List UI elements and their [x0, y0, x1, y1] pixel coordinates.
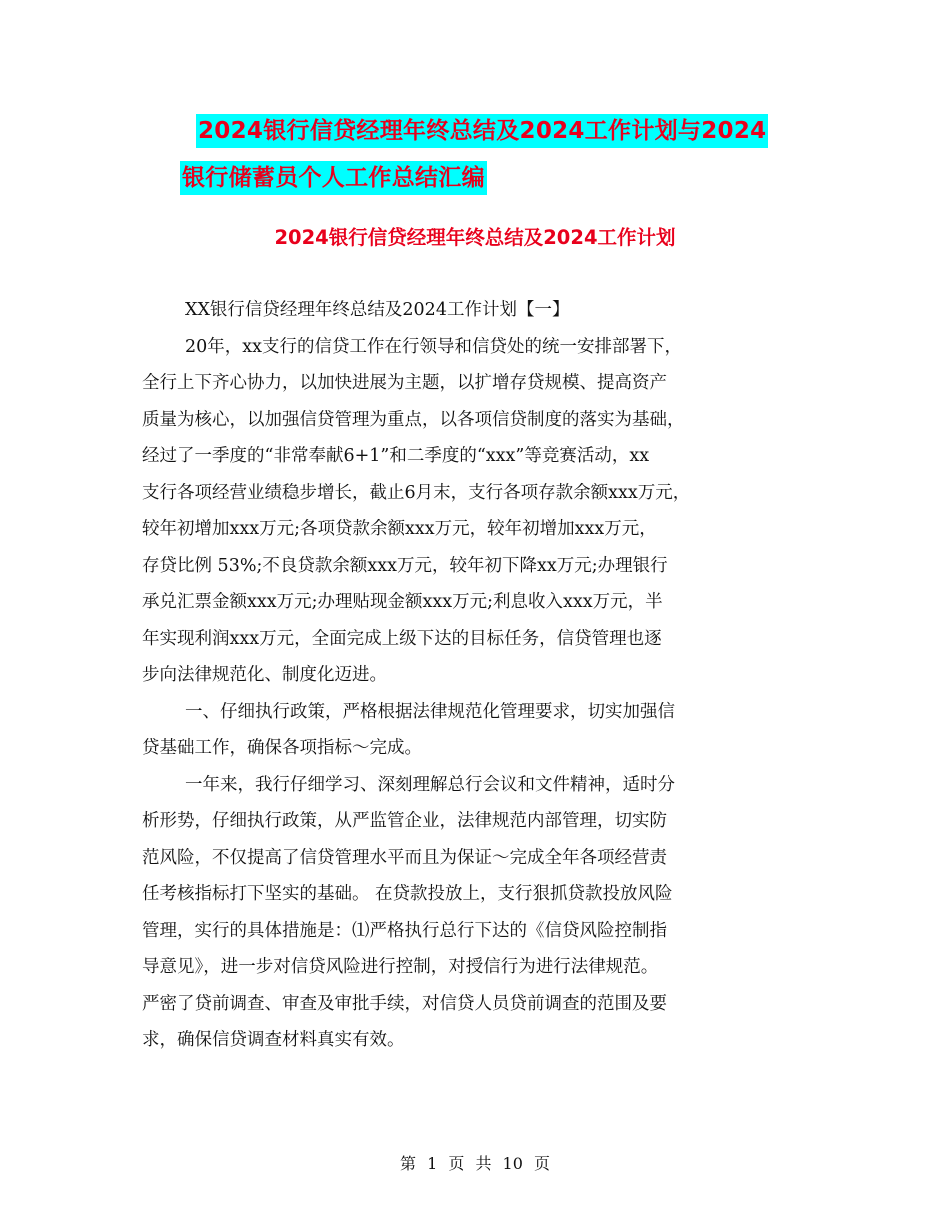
section-title: 2024银行信贷经理年终总结及2024工作计划: [274, 226, 676, 249]
paragraph-line: 承兑汇票金额xxx万元;办理贴现金额xxx万元;利息收入xxx万元，半: [142, 592, 663, 612]
paragraph-line: 质量为核心，以加强信贷管理为重点，以各项信贷制度的落实为基础，: [142, 409, 685, 430]
paragraph-line: 一、仔细执行政策，严格根据法律规范化管理要求，切实加强信: [185, 701, 675, 722]
paragraph-line: 一年来，我行仔细学习、深刻理解总行会议和文件精神，适时分: [185, 774, 675, 795]
paragraph-line: 管理，实行的具体措施是：⑴严格执行总行下达的《信贷风险控制指: [142, 920, 667, 941]
paragraph-line: 支行各项经营业绩稳步增长，截止6月末，支行各项存款余额xxx万元，: [142, 482, 691, 503]
main-title-line-2: 银行储蓄员个人工作总结汇编: [180, 161, 487, 195]
paragraph-line: XX银行信贷经理年终总结及2024工作计划【一】: [185, 300, 570, 320]
paragraph-line: 任考核指标打下坚实的基础。 在贷款投放上，支行狠抓贷款投放风险: [142, 884, 673, 904]
paragraph-line: 范风险，不仅提高了信贷管理水平而且为保证～完成全年各项经营责: [142, 847, 667, 868]
page-footer: 第 1 页 共 10 页: [400, 1154, 550, 1173]
paragraph-line: 20年，xx支行的信贷工作在行领导和信贷处的统一安排部署下，: [185, 336, 683, 357]
paragraph-line: 导意见》，进一步对信贷风险进行控制，对授信行为进行法律规范。: [142, 957, 659, 977]
paragraph-line: 经过了一季度的“非常奉献6+1”和二季度的“xxx”等竞赛活动，xx: [142, 446, 650, 466]
paragraph-line: 步向法律规范化、制度化迈进。: [142, 665, 387, 685]
paragraph-line: 求，确保信贷调查材料真实有效。: [142, 1030, 405, 1050]
paragraph-line: 年实现利润xxx万元，全面完成上级下达的目标任务，信贷管理也逐: [142, 628, 662, 649]
paragraph-line: 析形势，仔细执行政策，从严监管企业，法律规范内部管理，切实防: [142, 811, 667, 831]
paragraph-line: 存贷比例 53%;不良贷款余额xxx万元，较年初下降xx万元;办理银行: [142, 555, 668, 576]
paragraph-line: 全行上下齐心协力，以加快进展为主题，以扩增存贷规模、提高资产: [142, 373, 667, 393]
paragraph-line: 贷基础工作，确保各项指标～完成。: [142, 738, 422, 758]
main-title-line-1: 2024银行信贷经理年终总结及2024工作计划与2024: [196, 114, 768, 148]
paragraph-line: 较年初增加xxx万元;各项贷款余额xxx万元，较年初增加xxx万元，: [142, 519, 657, 539]
paragraph-line: 严密了贷前调查、审查及审批手续，对信贷人员贷前调查的范围及要: [142, 993, 667, 1014]
body-text: [142, 292, 842, 1059]
